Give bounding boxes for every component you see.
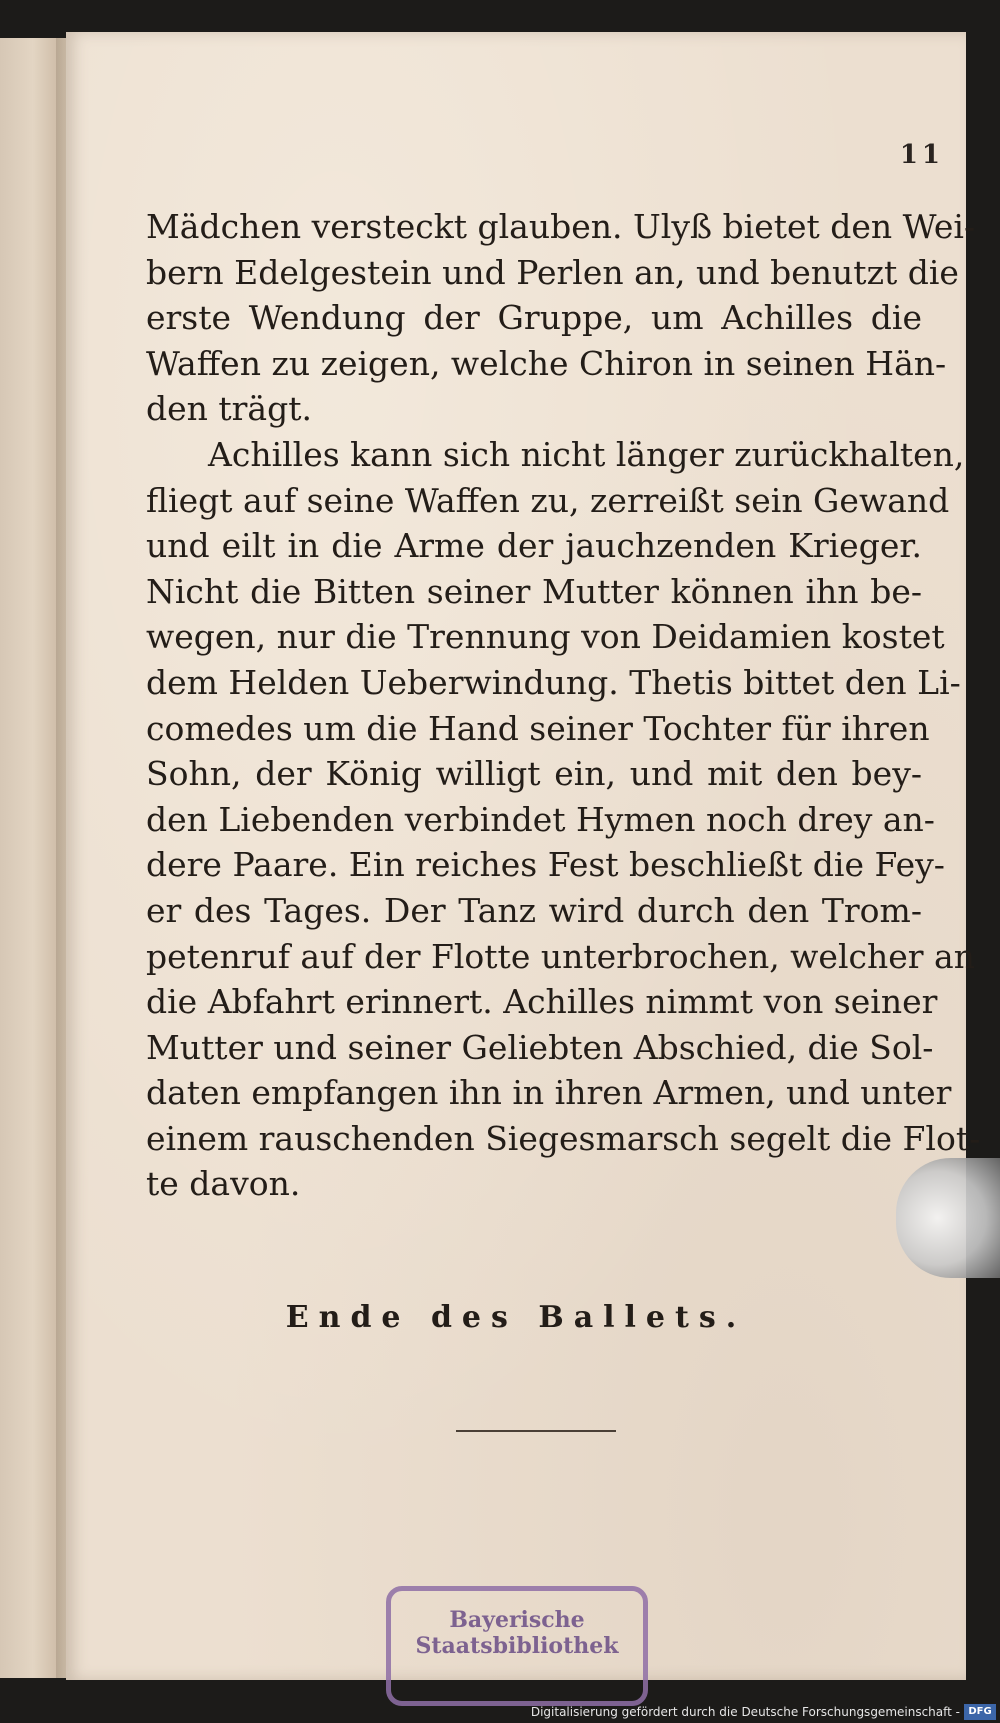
text-line: Waffen zu zeigen, welche Chiron in seinen Hän- bbox=[146, 343, 947, 383]
text-line: und eilt in die Arme der jauchzenden Krieger. bbox=[146, 526, 922, 566]
stamp-line: Bayerische bbox=[449, 1607, 585, 1633]
text-line: er des Tages. Der Tanz wird durch den Trom- bbox=[146, 890, 922, 930]
library-stamp bbox=[386, 1586, 648, 1706]
text-line: comedes um die Hand seiner Tochter für ihren bbox=[146, 708, 930, 748]
text-line: einem rauschenden Siegesmarsch segelt die Flot- bbox=[146, 1118, 981, 1158]
text-line: te davon. bbox=[146, 1164, 301, 1204]
text-line: bern Edelgestein und Perlen an, und benutzt die bbox=[146, 252, 959, 292]
text-line: fliegt auf seine Waffen zu, zerreißt sein Gewand bbox=[146, 480, 950, 520]
end-note: Ende des Ballets. bbox=[285, 1300, 747, 1335]
text-line: Achilles kann sich nicht länger zurückhalten, bbox=[208, 434, 965, 474]
text-line: Nicht die Bitten seiner Mutter können ihn be- bbox=[146, 571, 922, 611]
divider-rule bbox=[456, 1430, 616, 1432]
stamp-line: Staatsbibliothek bbox=[415, 1633, 619, 1659]
page-clip bbox=[896, 1158, 1000, 1278]
book-page bbox=[66, 32, 981, 1680]
text-line: wegen, nur die Trennung von Deidamien kostet bbox=[146, 617, 945, 657]
text-line: petenruf auf der Flotte unterbrochen, welcher an bbox=[146, 936, 975, 976]
body-text bbox=[146, 204, 981, 1207]
text-line: erste Wendung der Gruppe, um Achilles die bbox=[146, 298, 922, 338]
page-number: 11 bbox=[899, 140, 944, 170]
text-line: die Abfahrt erinnert. Achilles nimmt von seiner bbox=[146, 982, 938, 1022]
facing-page-edge bbox=[0, 38, 60, 1678]
text-line: den trägt. bbox=[146, 389, 312, 429]
dfg-logo: DFG bbox=[964, 1704, 996, 1720]
text-line: Sohn, der König willigt ein, und mit den bey- bbox=[146, 754, 922, 794]
text-line: Mädchen versteckt glauben. Ulyß bietet den Wei- bbox=[146, 207, 976, 246]
text-line: dem Helden Ueberwindung. Thetis bittet den Li- bbox=[146, 662, 961, 702]
text-line: Mutter und seiner Geliebten Abschied, die Sol- bbox=[146, 1027, 934, 1067]
text-line: dere Paare. Ein reiches Fest beschließt die Fey- bbox=[146, 845, 945, 885]
digitization-credit: Digitalisierung gefördert durch die Deutsche Forschungsgemeinschaft - bbox=[530, 1705, 960, 1719]
text-line: daten empfangen ihn in ihren Armen, und unter bbox=[146, 1073, 952, 1113]
text-line: den Liebenden verbindet Hymen noch drey an- bbox=[146, 799, 935, 839]
